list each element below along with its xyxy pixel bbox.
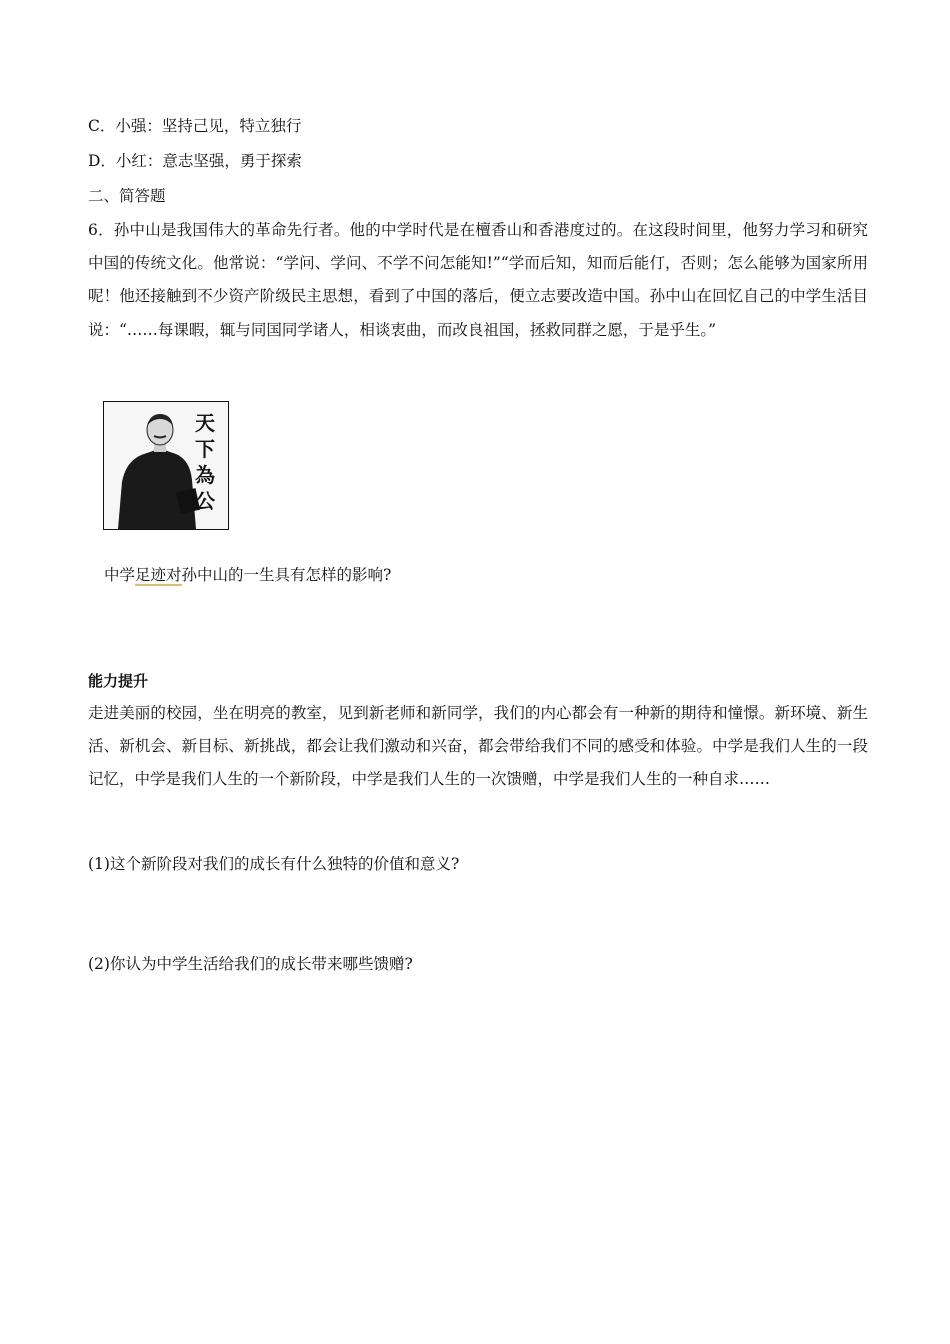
ability-question-2-part1: (2)你认为中学生活 <box>88 955 219 973</box>
question-6-prompt-part1: 中学 <box>104 566 136 584</box>
option-c: C．小强：坚持己见，特立独行 <box>88 117 302 135</box>
ability-question-2 <box>88 954 413 974</box>
question-6-prompt <box>104 565 391 585</box>
ability-heading: 能力提升 <box>88 672 149 690</box>
option-d: D．小红：意志坚强，勇于探索 <box>88 152 302 170</box>
question-6-text: 6．孙中山是我国伟大的革命先行者。他的中学时代是在檀香山和香港度过的。在这段时间里，他努力学习和研究中国的传统文化。他常说：“学问、学问、不学不问怎能知!”“学而后知，知而后能仃，否则；怎么能够为国家所用呢！他还接触到不少资产阶级民主思想，看到了中国的落后，便立志要改造中国。孙中山在回忆自己的中学生活目说：“……每课暇，辄与同国同学诸人，相谈衷曲，而改良祖国，拯救同群之愿，于是乎生。” <box>88 221 868 339</box>
sun-yat-sen-photo <box>103 401 229 530</box>
ability-question-1: (1)这个新阶段对我们的成长有什么独特的价值和意义? <box>88 855 460 873</box>
question-6-prompt-part2: 足迹对 <box>135 566 182 584</box>
question-6-prompt-part3: 孙中山的一生具有怎样的影响? <box>181 566 392 584</box>
ability-text: 走进美丽的校园，坐在明亮的教室，见到新老师和新同学，我们的内心都会有一种新的期待和憧憬。新环境、新生活、新机会、新目标、新挑战，都会让我们激动和兴奋，都会带给我们不同的感受和体验。中学是我们人生的一段记忆，中学是我们人生的一个新阶段，中学是我们人生的一次馈赠，中学是我们人生的一种自求…… <box>88 704 868 789</box>
svg-text:天下為公: 天下為公 <box>195 411 215 513</box>
portrait-illustration <box>104 402 228 529</box>
ability-question-2-part2: 给我们的成长带来哪些馈赠? <box>218 955 413 973</box>
section-two-title: 二、简答题 <box>88 187 166 205</box>
